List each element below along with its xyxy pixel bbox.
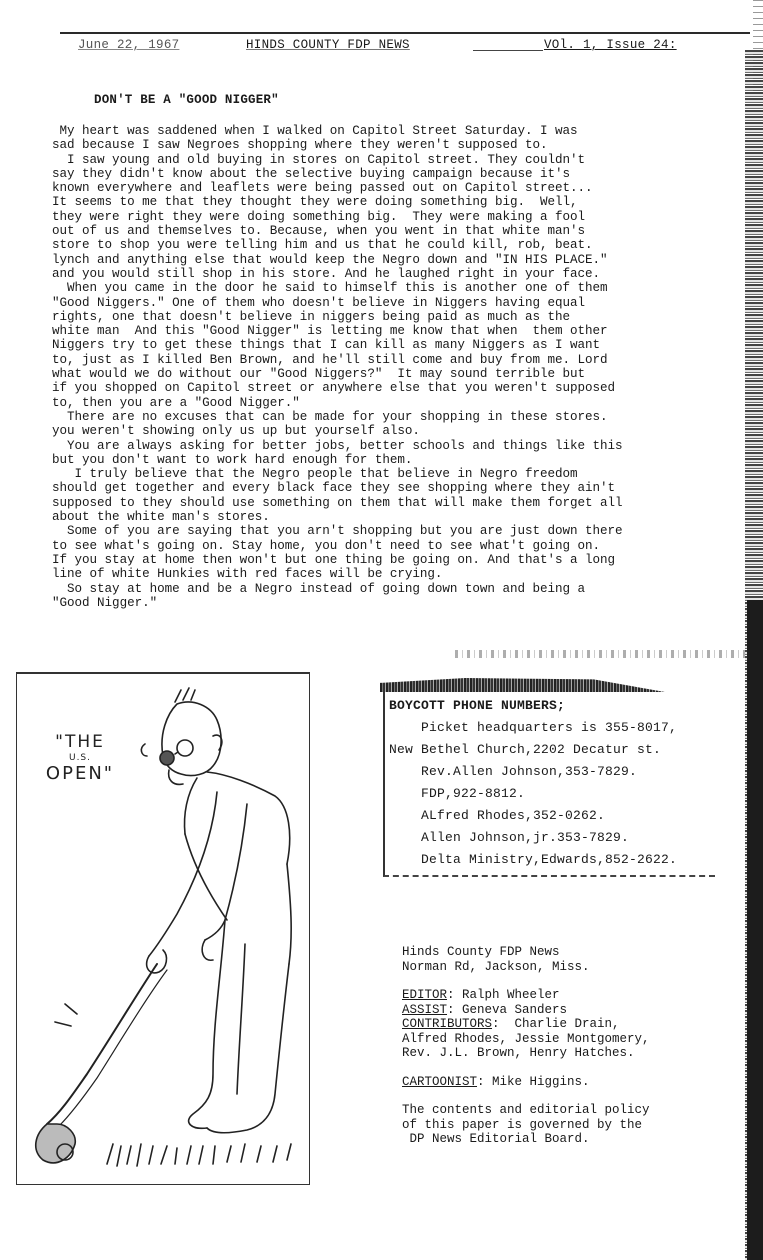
cartoon-caption-line: OPEN" [45, 763, 115, 784]
article-line: white man And this "Good Nigger" is letting me know that when them other [52, 324, 608, 339]
boycott-entry: Rev.Allen Johnson,353-7829. [389, 764, 638, 779]
masthead-rule [473, 50, 543, 51]
scan-edge-artifact-dark [747, 600, 763, 1260]
boycott-entry: Allen Johnson,jr.353-7829. [389, 830, 630, 845]
faded-scribble-band [455, 650, 745, 658]
editor-label: EDITOR [402, 988, 448, 1002]
article-line: I saw young and old buying in stores on Capitol street. They couldn't [52, 152, 586, 167]
article-line: rights, one that doesn't believe in niggers being paid as much as the [52, 309, 571, 324]
editor-name: : Ralph Wheeler [447, 988, 560, 1002]
article-line: It seems to me that they thought they were doing something big. Well, [52, 195, 578, 210]
article-line: supposed to they should use something on them that will make them forget all [52, 495, 623, 510]
article-line: out of us and themselves to. Because, when you went in that white man's [52, 224, 586, 239]
editor-credit [402, 988, 722, 1003]
article-line: say they didn't know about the selective buying campaign because it's [52, 166, 571, 181]
article-line: Some of you are saying that you arn't shopping but you are just down there [52, 524, 623, 539]
article-line: line of white Hunkies with red faces will be crying. [52, 567, 443, 582]
masthead [78, 38, 743, 56]
article-line: There are no excuses that can be made for your shopping in these stores. [52, 409, 608, 424]
article-line: what would we do without our "Good Niggers?" It may sound terrible but [52, 367, 586, 382]
article-headline: DON'T BE A "GOOD NIGGER" [94, 93, 279, 107]
contributors-names: : Charlie Drain, [492, 1017, 620, 1031]
boycott-entry: New Bethel Church,2202 Decatur st. [389, 742, 662, 757]
boycott-phone-box [383, 692, 715, 877]
article-line: to, then you are a "Good Nigger." [52, 395, 300, 410]
article-line: about the white man's stores. [52, 510, 270, 525]
article-body [52, 124, 742, 610]
article-line: they were right they were doing something big. They were making a fool [52, 209, 586, 224]
cartoon-panel [16, 672, 310, 1185]
cartoonist-credit [402, 1075, 722, 1090]
article-line: to see what's going on. Stay home, you don't need to see what't going on. [52, 538, 601, 553]
issue-number: VOl. 1, Issue 24: [544, 38, 677, 52]
article-line: Niggers try to get these things that I can kill as many Niggers as I want [52, 338, 601, 353]
cartoon-caption-line: U.S. [68, 753, 92, 763]
cartoon-caption-line: "THE [55, 732, 105, 752]
cartoonist-name: : Mike Higgins. [477, 1074, 590, 1089]
article-line: but you don't want to work hard enough for them. [52, 452, 413, 467]
article-line: lynch and anything else that would keep the Negro down and "IN HIS PLACE." [52, 252, 608, 267]
article-line: sad because I saw Negroes shopping where they weren't supposed to. [52, 138, 548, 153]
article-line: to, just as I killed Ben Brown, and he'll still come and buy from me. Lord [52, 352, 608, 367]
article-line: I truly believe that the Negro people that believe in Negro freedom [52, 467, 578, 482]
paper-address: Norman Rd, Jackson, Miss. [402, 959, 590, 974]
article-line: If you stay at home then won't but one thing be going on. And that's a long [52, 552, 616, 567]
article-line: if you shopped on Capitol street or anywhere else that you weren't supposed [52, 381, 616, 396]
paper-name: Hinds County FDP News [402, 945, 560, 959]
boycott-entry: Delta Ministry,Edwards,852-2622. [389, 852, 678, 867]
article-line: My heart was saddened when I walked on Capitol Street Saturday. I was [52, 124, 578, 138]
policy-statement-line: The contents and editorial policy [402, 1103, 650, 1117]
article-line: So stay at home and be a Negro instead of going down town and being a [52, 581, 586, 596]
publication-info [402, 945, 722, 1147]
boycott-entry: Picket headquarters is 355-8017, [389, 720, 678, 735]
assist-name: : Geneva Sanders [447, 1002, 568, 1017]
article-line: "Good Niggers." One of them who doesn't believe in Niggers having equal [52, 295, 586, 310]
top-rule [60, 32, 750, 34]
boycott-heading: BOYCOTT PHONE NUMBERS; [389, 698, 566, 713]
article-line: should get together and every black face they see shopping where they ain't [52, 481, 616, 496]
policy-statement-line: of this paper is governed by the [402, 1117, 643, 1132]
article-line: When you came in the door he said to himself this is another one of them [52, 281, 608, 296]
issue-date: June 22, 1967 [78, 38, 180, 52]
assist-credit [402, 1003, 722, 1018]
article-line: store to shop you were telling him and us that he could kill, rob, beat. [52, 238, 593, 253]
contributors-names-line: Rev. J.L. Brown, Henry Hatches. [402, 1046, 635, 1060]
cartoonist-label: CARTOONIST [402, 1074, 478, 1089]
contributors-names-line: Alfred Rhodes, Jessie Montgomery, [402, 1031, 650, 1046]
article-line: and you would still shop in his store. And he laughed right in your face. [52, 266, 601, 281]
assist-label: ASSIST [402, 1002, 448, 1017]
policy-statement-line: DP News Editorial Board. [402, 1132, 590, 1146]
article-line: you weren't showing only us up but yourself also. [52, 424, 420, 439]
torn-paper-band [380, 678, 665, 692]
article-line: "Good Nigger." [52, 595, 158, 610]
article-line: You are always asking for better jobs, better schools and things like this [52, 438, 623, 453]
article-line: known everywhere and leaflets were being passed out on Capitol street... [52, 181, 593, 196]
boycott-entry: ALfred Rhodes,352-0262. [389, 808, 606, 823]
contributors-label: CONTRIBUTORS [402, 1017, 493, 1031]
newsletter-title: HINDS COUNTY FDP NEWS [246, 38, 410, 52]
boycott-entry: FDP,922-8812. [389, 786, 526, 801]
contributors-credit [402, 1017, 722, 1032]
cartoon-caption [35, 732, 125, 784]
